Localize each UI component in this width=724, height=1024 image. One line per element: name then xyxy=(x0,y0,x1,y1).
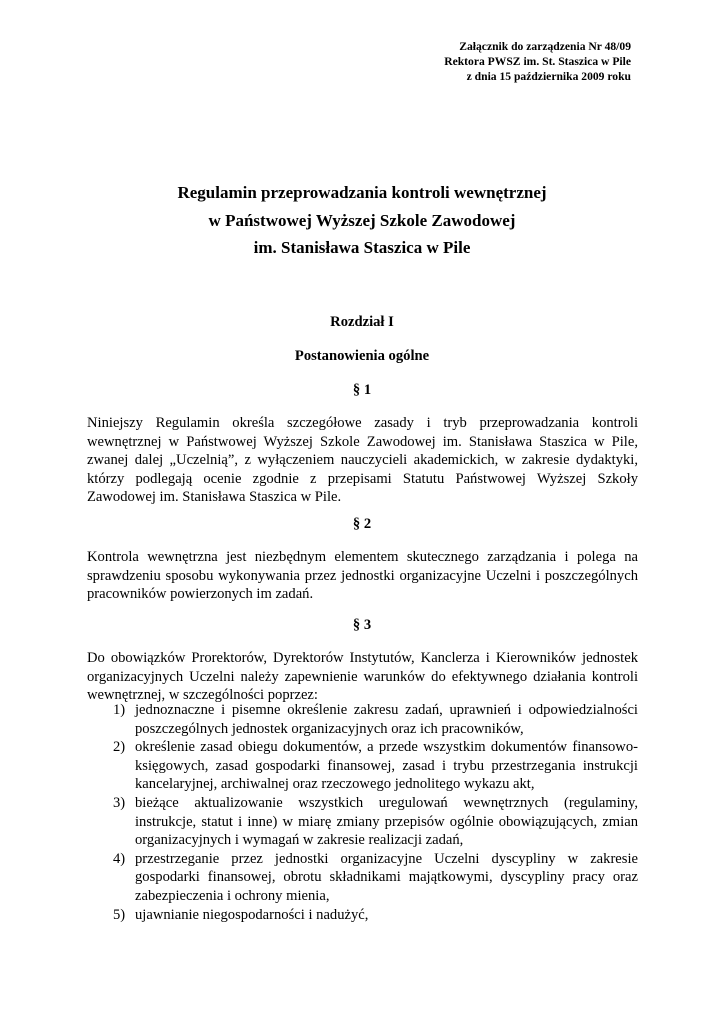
title-line-1: Regulamin przeprowadzania kontroli wewnętrznej xyxy=(177,183,547,202)
annex-note xyxy=(444,40,631,84)
obligations-list xyxy=(87,701,638,924)
section-2-text: Kontrola wewnętrzna jest niezbędnym elementem skutecznego zarządzania i polega na sprawdzeniu sposobu wykonywania przez jednostki organizacyjne Uczelni i poszczególnych pracowników powierzonych im zadań. xyxy=(87,549,638,603)
list-item xyxy=(87,906,638,925)
section-3-text: Do obowiązków Prorektorów, Dyrektorów Instytutów, Kanclerza i Kierowników jednostek organizacyjnych Uczelni należy zapewnienie warunków do efektywnego działania kontroli wewnętrznej, w szczególności poprzez: xyxy=(87,650,638,704)
chapter-number: Rozdział I xyxy=(330,314,394,330)
list-item-text: przestrzeganie przez jednostki organizacyjne Uczelni dyscypliny w zakresie gospodarki finansowej, obrotu składnikami majątkowymi, dyscypliny pracy oraz zabezpieczenia i ochrony mienia, xyxy=(135,850,638,904)
list-item-text: określenie zasad obiegu dokumentów, a przede wszystkim dokumentów finansowo-księgowych, zasad gospodarki finansowej, zasad i trybu przestrzegania instrukcji kancelaryjnej, archiwalnej oraz rzeczowego jednolitego wykazu akt, xyxy=(135,739,638,793)
chapter-name: Postanowienia ogólne xyxy=(294,348,430,364)
list-item xyxy=(87,701,638,738)
list-item-number: 5) xyxy=(113,906,126,923)
list-item-number: 3) xyxy=(113,794,126,811)
title-line-3: im. Stanisława Staszica w Pile xyxy=(253,238,471,257)
list-item xyxy=(87,794,638,850)
list-item xyxy=(87,850,638,906)
annex-line-2: Rektora PWSZ im. St. Staszica w Pile xyxy=(444,54,631,68)
list-item xyxy=(87,738,638,794)
list-item-number: 4) xyxy=(113,850,126,867)
document-title xyxy=(0,179,724,262)
list-item-text: bieżące aktualizowanie wszystkich uregulowań wewnętrznych (regulaminy, instrukcje, statut i inne) w miarę zmiany przepisów ogólnie obowiązujących, zmian organizacyjnych i wymagań w zakresie realizacji zadań, xyxy=(135,794,638,849)
annex-line-1: Załącznik do zarządzenia Nr 48/09 xyxy=(459,40,631,53)
list-item-text: ujawnianie niegospodarności i nadużyć, xyxy=(135,906,369,923)
annex-line-3: z dnia 15 października 2009 roku xyxy=(466,69,631,83)
title-line-2: w Państwowej Wyższej Szkole Zawodowej xyxy=(208,210,516,230)
list-item-number: 1) xyxy=(113,702,126,718)
section-mark-2: § 2 xyxy=(352,516,372,532)
section-mark-1: § 1 xyxy=(352,382,372,398)
section-mark-3: § 3 xyxy=(352,617,372,633)
list-item-number: 2) xyxy=(113,739,126,756)
section-1-text: Niniejszy Regulamin określa szczegółowe zasady i tryb przeprowadzania kontroli wewnętrznej w Państwowej Wyższej Szkole Zawodowej im. Stanisława Staszica w Pile, zwanej dalej „Uczelnią”, z wyłączeniem nauczycieli akademickich, w zakresie dydaktyki, którzy podlegają ocenie zgodnie z przepisami Statutu Państwowej Wyższej Szkoły Zawodowej im. Stanisława Staszica w Pile. xyxy=(87,415,638,506)
list-item-text: jednoznaczne i pisemne określenie zakresu zadań, uprawnień i odpowiedzialności poszczególnych jednostek organizacyjnych oraz ich pracowników, xyxy=(135,702,638,737)
